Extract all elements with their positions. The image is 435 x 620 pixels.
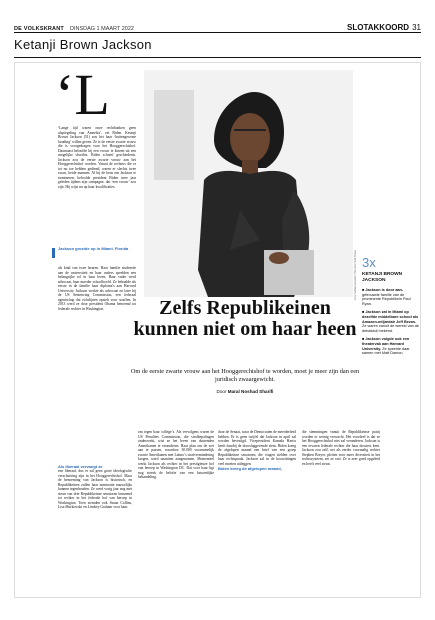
fact-box bbox=[362, 256, 420, 356]
fact-box-items bbox=[362, 288, 420, 356]
page-number: 31 bbox=[412, 23, 421, 32]
article-subhead: Om de eerste zwarte vrouw aan het Hooggerechtshof te worden, moet je meer zijn dan een juridisch zwaargewicht. bbox=[130, 368, 360, 383]
opening-quote: ‘L bbox=[55, 62, 110, 127]
portrait-photo bbox=[144, 70, 353, 297]
lead-bar bbox=[52, 248, 55, 258]
section-lead: Als liberaal vervangt ze bbox=[58, 464, 103, 469]
title-rule bbox=[14, 57, 421, 58]
intro-column bbox=[58, 126, 136, 243]
issue-date: DINSDAG 1 MAART 2022 bbox=[69, 26, 134, 32]
photo-credit: Foto Nathan Howard / The New York Times bbox=[354, 250, 357, 300]
fact-item: ■ Jackson is door aan- getrouwde familie van de prominente Republikein Paul Ryan. bbox=[362, 288, 411, 306]
byline bbox=[130, 389, 360, 394]
section-lead: Biden kreeg de afgelopen maand, bbox=[218, 466, 282, 471]
body-column-3 bbox=[218, 430, 296, 592]
portrait-illustration bbox=[144, 70, 353, 297]
section-name: SLOTAKKOORD bbox=[347, 23, 410, 32]
body-column-2 bbox=[138, 430, 214, 592]
bio-text: als kind van twee leraren. Haar familie studeerde aan de universiteit en haar ouders speelden een belangrijke rol in haar leven. Haar vader werd advocaat, haar moeder schoolhoofd. Ze behaalde als eerste in de familie haar diploma's aan Harvard University. Jackson werkte als advocaat en later bij de US Sentencing Commission, een federaal agentschap dat richtlijnen opstelt voor straffen. In 2013 werd ze door president Obama benoemd tot federale rechter in Washington. bbox=[58, 266, 136, 311]
body-text: een liberaal, dus er zal geen grote ideologische verschuiving zijn in het Hooggerechtshof. Maar de benoeming van Jackson is historisch, en Republikeinen zullen haar nominatie nauwelijks kunnen tegenhouden. Ze werd vorig jaar nog met steun van drie Republikeinse senatoren benoemd tot rechter in het federale hof van beroep in Washington. Toen stemden ook Susan Collins, Lisa Murkowski en Lindsey Graham voor haar. bbox=[58, 469, 132, 509]
body-text: door de Senaat, waar de Democraten de meerderheid hebben. Er is geen twijfel dat Jackson in april zal worden bevestigd. Vicepresident Kamala Harris heeft daarbij de doorslaggevende stem. Biden kreeg de afgelopen maand een brief van een groep Republikeinse senatoren, die vragen stelden over haar rechtspraak. Jackson zal in de hoorzittingen veel moeten uitleggen. bbox=[218, 430, 296, 466]
body-column-4 bbox=[302, 430, 380, 592]
byline-author: Maral Noshad Sharifi bbox=[227, 389, 274, 394]
body-text: om tegen haar college’s. Als vervolgens waren de US Penalties Commission, die strafbepalingen onderzoekt, wist ze het leven van duizenden Amerikanen te veranderen. Haar plan om de wet aan te passen, waardoor 30.000 voornamelijk zwarte Amerikanen met Latino’s strafvermindering kregen, werd unaniem aangenomen. Momenteel werkt Jackson als rechter in het prestigieuze hof van beroep in Washington DC. Dat voor haar ligt nog steeds de belofte van een fatsoenlijke behandeling. bbox=[138, 430, 214, 479]
intro-text: ‘Lange tijd waren onze rechtbanken geen afspiegeling van Amerika’, zei Biden. Ketanji Brown Jackson (51) zou het haar ‘buitengewone houding’ willen geven. Ze is de eerste zwarte vrouw die is voorgedragen voor het Hooggerechtshof. Daarnaast beloofde hij een vrouw te kiezen uit een mogelijke shortlist. Biden schreef geschiedenis. Jackson zou de eerste zwarte vrouw aan het Hooggerechtshof worden. Vanuit de rechters die er tot nu toe hebben gediend, waren er slechts twee zwart, beide mannen. Al bij de keus om Jackson te nomineren, beloofde president Biden twee jaar geleden tijdens zijn campagne, dat ‘een vrouw’ zou zijn. Hij wijst nu op haar kwalificaties. bbox=[58, 126, 136, 189]
masthead bbox=[14, 18, 421, 33]
bio-column bbox=[58, 266, 136, 356]
page-title: Ketanji Brown Jackson bbox=[14, 37, 152, 52]
caption-lead: Jackson groeide op in Miami, Florida bbox=[58, 246, 129, 251]
body-text: die stemmingen vanuit de Republikeinse partij worden er weinig verwacht. Het voordeel is dat ze het Hooggerechtshof niet zal veranderen. Jackson is een ervaren federale rechter die haar dossiers kent. Jackson zou zelf, net als eerder voormalig rechter Stephen Breyer, pleiten voor meer diversiteit in het rechtssysteem, zei ze ooit. Ze is zeer goed opgeleid en heeft veel steun. bbox=[302, 430, 380, 466]
caption-lead-box bbox=[58, 246, 136, 251]
article-headline: Zelfs Republikeinen kunnen niet om haar heen bbox=[133, 297, 357, 340]
body-column-1 bbox=[58, 464, 132, 592]
paper-name: DE VOLKSKRANT bbox=[14, 26, 64, 32]
fact-box-number: 3x bbox=[362, 255, 376, 270]
fact-item: ■ Jackson volgde ook een theatervak aan Harvard University. Ze speelde daar samen met Matt Damon. bbox=[362, 337, 410, 356]
fact-item: ■ Jackson zat in Miami op dezelfde middelbare school als Amazon-miljardair Jeff Bezos. Ze waren vanuit de wereld van de debatclub bekend. bbox=[362, 310, 419, 333]
byline-prefix: Door bbox=[216, 389, 227, 394]
fact-box-title: KETANJI BROWN JACKSON bbox=[362, 272, 403, 283]
